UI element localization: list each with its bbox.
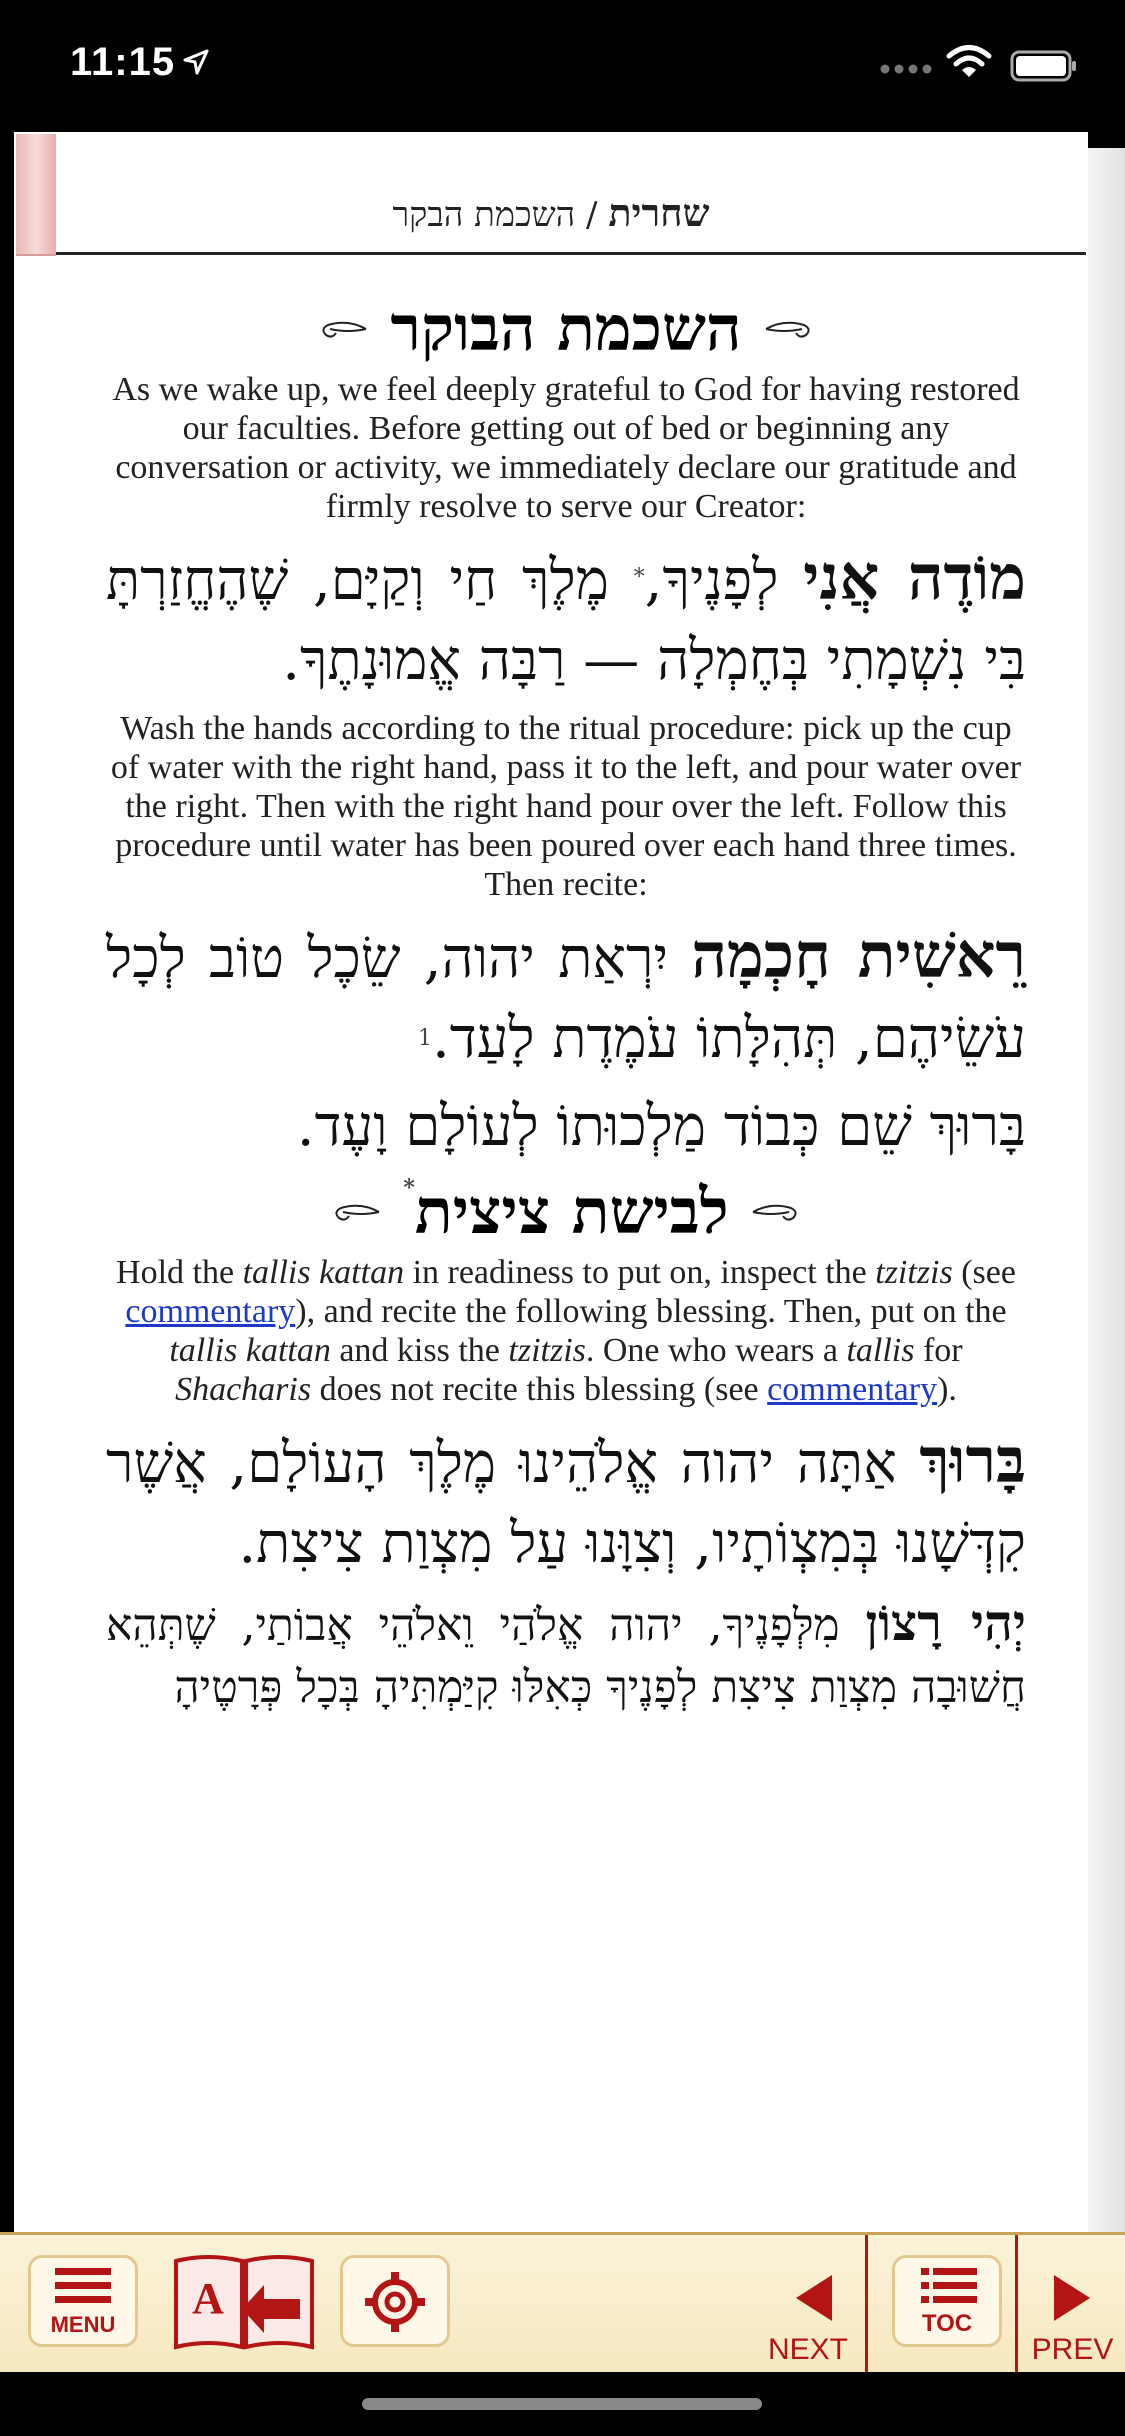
home-indicator-area [0,2372,1125,2436]
prayer-modeh-a: לְפָנֶיךָ, [644,548,804,613]
footnote-marker[interactable]: 1 [417,1026,432,1051]
gear-icon [363,2270,427,2334]
prev-button[interactable] [1020,2235,1125,2375]
page-edge [1088,148,1125,2232]
section-title-text: לבישת ציצית [414,1175,729,1248]
prayer-bracha-text: אַתָּה יהוה אֱלֹהֵינוּ מֶלֶךְ הָעוֹלָם, אֲשֶׁר קִדְּשָׁנוּ בְּמִצְוֹתָיו, וְצִוָּנוּ עַל מִצְוַת צִיצִת. [106,1431,1026,1576]
ornament-left-icon [331,1200,381,1224]
instr-text: ). [937,1371,957,1408]
arrow-left-icon [792,2273,836,2323]
next-button[interactable] [758,2235,858,2375]
instr-term: tallis kattan [242,1254,405,1291]
arrow-right-icon [1050,2273,1094,2323]
instr-text: ), and recite the following blessing. Then, put on the [295,1293,1007,1330]
prayer-yehi-text: מִלְּפָנֶיךָ, יהוה אֱלֹהַי וֵאלֹהֵי אֲבוֹתַי, שֶׁתְּהֵא חֲשׁוּבָה מִצְוַת צִיצִת לְפָנֶיךָ כְּאִלּוּ קִיַּמְתִּיהָ בְּכָל פְּרָטֶיהָ [106,1600,1026,1713]
instr-text: (see [952,1254,1016,1291]
ornament-right-icon [751,1200,801,1224]
instr-text: and kiss the [330,1332,509,1369]
next-label: NEXT [767,2333,848,2366]
battery-icon [1010,50,1078,82]
page-content [106,292,1026,1727]
prayer-yehi-bold: יְהִי רָצוֹן [865,1593,1027,1652]
menu-button[interactable] [28,2255,138,2347]
toolbar-divider [1015,2235,1018,2375]
prayer-baruch-shem: בָּרוּךְ שֵׁם כְּבוֹד מַלְכוּתוֹ לְעוֹלָם וָעֶד. [296,1094,1026,1159]
prayer-reishis-bold: רֵאשִׁית חָכְמָה [691,919,1026,992]
prev-label: PREV [1031,2333,1114,2366]
cellular-signal-icon [880,62,932,76]
instr-text: Hold the [116,1254,243,1291]
running-head-separator: / [575,195,609,235]
instr-term: tallis kattan [169,1332,331,1369]
prayer-reishis-chochmah [106,916,1026,1079]
commentary-star[interactable]: * [403,1175,415,1201]
prayer-bracha-bold: בָּרוּךְ [919,1424,1026,1497]
prayer-modeh-b: מֶלֶךְ חַי וְקַיָּם, שֶׁהֶחֱזַרְתָּ בִּי נִשְׁמָתִי בְּחֶמְלָה — רַבָּה אֱמוּנָתֶךָ. [106,548,1026,693]
list-icon [919,2266,979,2306]
prayer-modeh-bold: מוֹדֶה אֲנִי [803,541,1026,614]
prayer-reishis-text: יִרְאַת יהוה, שֵׂכֶל טוֹב לְכָל עֹשֵׂיהֶם, תְּהִלָּתוֹ עֹמֶדֶת לָעַד. [106,926,1026,1071]
font-label: A [192,2274,224,2323]
instr-term: tallis [846,1332,915,1369]
section-title: השכמת הבוקר [390,292,742,365]
instr-text: in readiness to put on, inspect the [404,1254,876,1291]
prayer-modeh-ani [106,538,1026,701]
bottom-toolbar [0,2232,1125,2375]
ornament-left-icon [318,317,368,341]
status-time: 11:15 [70,40,176,84]
instr-term: tzitzis [875,1254,953,1291]
instr-term: Shacharis [175,1371,312,1408]
commentary-link[interactable]: commentary [125,1293,296,1330]
instr-text: does not recite this blessing (see [311,1371,768,1408]
home-indicator[interactable] [362,2398,762,2410]
running-head-section: השכמת הבקר [392,195,576,235]
section-title [403,1175,728,1249]
commentary-link[interactable]: commentary [767,1371,938,1408]
instruction-wake: As we wake up, we feel deeply grateful to God for having restored our faculties. Before getting out of bed or beginning any conversation or activity, we immediately declare our gratitude and firmly resolve to serve our Creator: [112,371,1020,525]
hamburger-icon [53,2266,113,2306]
instr-term: tzitzis [508,1332,586,1369]
wifi-icon [946,44,992,80]
instr-text: for [914,1332,963,1369]
settings-button[interactable] [340,2255,450,2347]
ornament-right-icon [764,317,814,341]
commentary-star[interactable]: * [633,565,645,590]
bookmark-ribbon[interactable] [16,134,56,256]
section-heading-hashkamas [106,292,1026,366]
status-bar [0,0,1125,132]
instruction-tzitzis [106,1253,1026,1409]
running-head [14,190,1088,236]
menu-label: MENU [50,2312,116,2337]
header-divider [56,252,1086,255]
instr-text: . One who wears a [585,1332,847,1369]
instruction-wash: Wash the hands according to the ritual procedure: pick up the cup of water with the right hand, pass it to the left, and pour water over the right. Then with the right hand pour over the left. Follow this procedure until water has been poured over each hand three times. Then recite: [110,710,1022,903]
toolbar-divider [865,2235,868,2375]
running-head-service: שחרית [608,190,710,235]
toc-button[interactable] [892,2255,1002,2347]
font-size-button[interactable] [172,2251,316,2351]
section-heading-tzitzis [106,1175,1026,1249]
toc-label: TOC [921,2310,973,2337]
prayer-bracha-tzitzis [106,1421,1026,1584]
location-arrow-icon [182,48,210,76]
prayer-page[interactable] [14,132,1088,2232]
prayer-yehi-ratzon [106,1592,1026,1719]
